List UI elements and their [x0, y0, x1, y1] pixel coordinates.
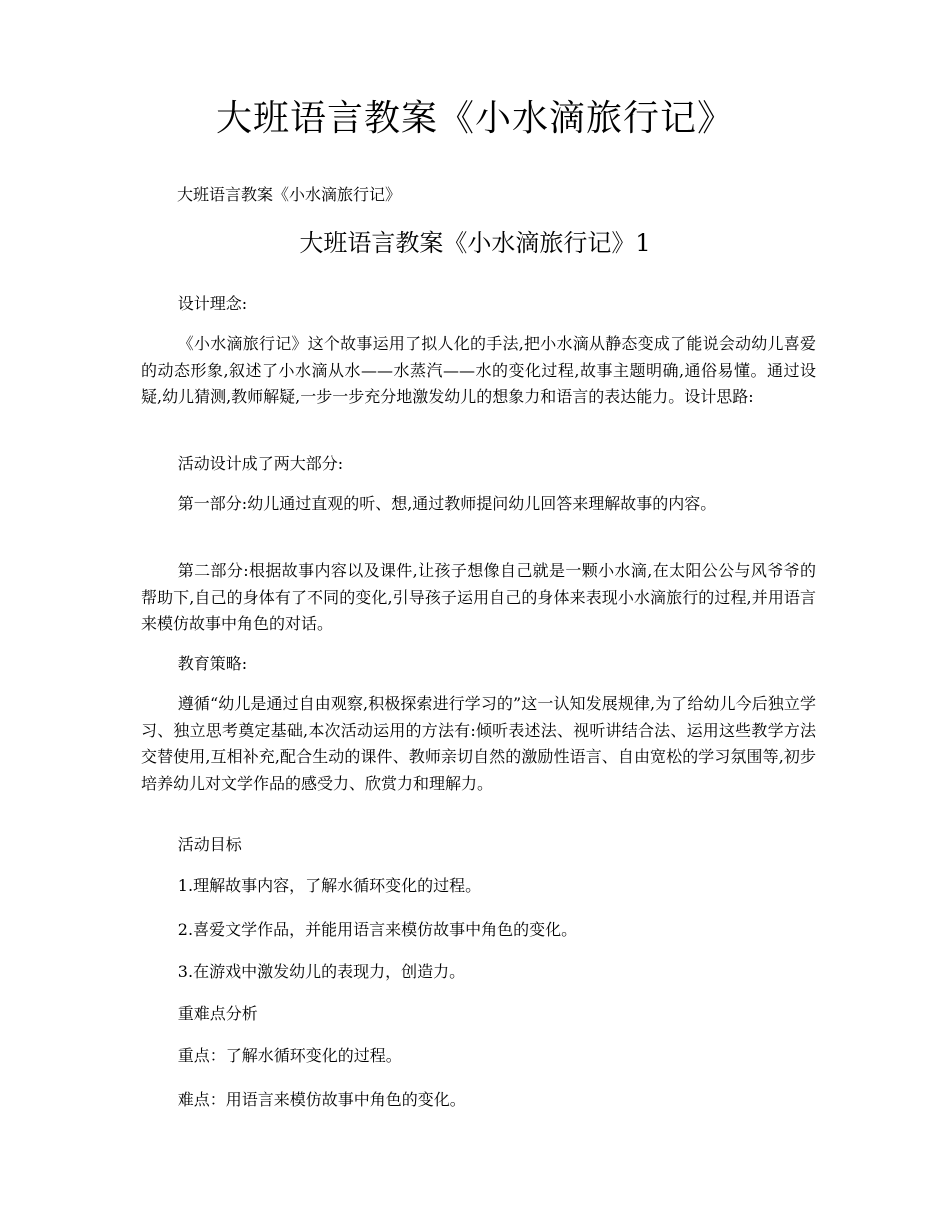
paragraph-strategy: 遵循“幼儿是通过自由观察,积极探索进行学习的”这一认知发展规律,为了给幼儿今后独立学习、独立思考奠定基础,本次活动运用的方法有:倾听表述法、视听讲结合法、运用这些教学方法交替使用,互相补充,配合生动的课件、教师亲切自然的激励性语言、自由宽松的学习氛围等,初步培养幼儿对文学作品的感受力、欣赏力和理解力。 — [141, 694, 816, 793]
paragraph-key-points-heading: 重难点分析 — [177, 1004, 258, 1023]
paragraph-key-point: 重点：了解水循环变化的过程。 — [177, 1046, 402, 1065]
paragraph-difficult-point: 难点：用语言来模仿故事中角色的变化。 — [177, 1090, 466, 1109]
paragraph-activity-design: 活动设计成了两大部分: — [177, 454, 344, 473]
paragraph-part-one: 第一部分:幼儿通过直观的听、想,通过教师提问幼儿回答来理解故事的内容。 — [177, 494, 717, 513]
page-title: 大班语言教案《小水滴旅行记》 — [215, 98, 734, 139]
paragraph-part-two: 第二部分:根据故事内容以及课件,让孩子想像自己就是一颗小水滴,在太阳公公与风爷爷的帮助下,自己的身体有了不同的变化,引导孩子运用自己的身体来表现小水滴旅行的过程,并用语言来模仿故事中角色的对话。 — [141, 561, 816, 633]
paragraph-strategy-heading: 教育策略: — [177, 654, 248, 673]
goal-item-1: 1.理解故事内容，了解水循环变化的过程。 — [177, 876, 482, 895]
goal-item-3: 3.在游戏中激发幼儿的表现力，创造力。 — [177, 962, 466, 981]
document-subtitle: 大班语言教案《小水滴旅行记》 — [177, 185, 402, 204]
paragraph-design-concept: 《小水滴旅行记》这个故事运用了拟人化的手法,把小水滴从静态变成了能说会动幼儿喜爱的动态形象,叙述了小水滴从水——水蒸汽——水的变化过程,故事主题明确,通俗易懂。通过设疑,幼儿猜测,教师解疑,一步一步充分地激发幼儿的想象力和语言的表达能力。设计思路: — [141, 334, 816, 406]
paragraph-goals-heading: 活动目标 — [177, 835, 242, 854]
goal-item-2: 2.喜爱文学作品，并能用语言来模仿故事中角色的变化。 — [177, 920, 578, 939]
section-title: 大班语言教案《小水滴旅行记》1 — [299, 229, 651, 257]
paragraph-design-concept-heading: 设计理念: — [177, 294, 248, 313]
